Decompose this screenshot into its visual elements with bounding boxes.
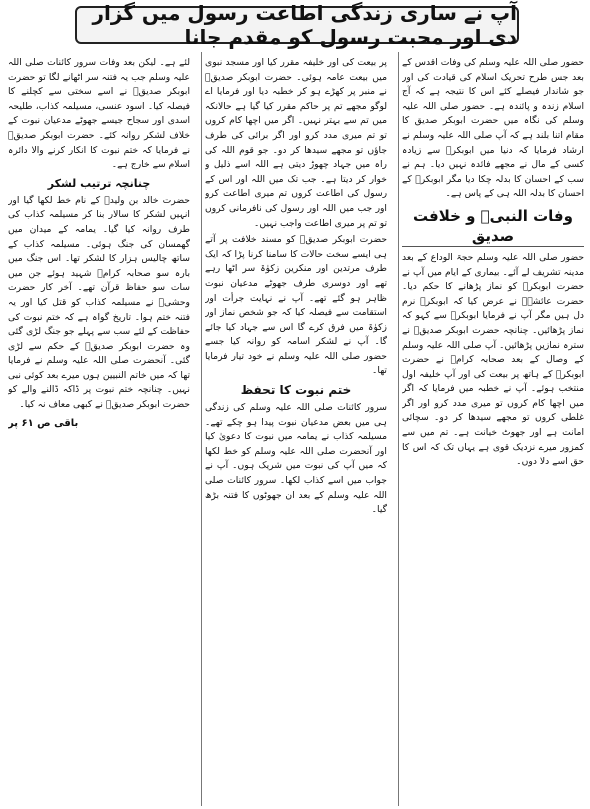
section-heading: وفات النبیؐ و خلافت صدیق xyxy=(402,206,584,247)
article-title: آپ نے ساری زندگی اطاعت رسول میں گزار دی اور محبت رسول کو مقدم جانا xyxy=(75,6,519,44)
section-heading: چنانچہ ترتیب لشکر xyxy=(47,176,151,190)
paragraph: لئے ہے۔ لیکن بعد وفات سرور کائنات صلی اللہ علیہ وسلم جب یہ فتنہ سر اٹھانے لگا تو حضرت ابوبکر صدیقؓ نے اسے سختی سے کچلنے کا فیصلہ کیا۔ اسود عنسی، مسیلمہ کذاب، طلیحہ اسدی اور سجاح جیسے جھوٹے مدعیان نبوت کے خلاف لشکر روانہ کئے۔ حضرت ابوبکر صدیقؓ نے فرمایا کہ ختم نبوت کا انکار کرنے والا دائرہ اسلام سے خارج ہے۔ xyxy=(8,57,190,171)
paragraph: پر بیعت کی اور خلیفہ مقرر کیا اور مسجد نبوی میں بیعت عامہ ہوئی۔ حضرت ابوبکر صدیقؓ نے منبر پر کھڑے ہو کر خطبہ دیا اور فرمایا اے لوگو مجھے تم پر حاکم مقرر کیا گیا ہے حالانکہ میں تم سے بہتر نہیں۔ اگر میں اچھا کام کروں تو تم میری مدد کرو اور اگر برائی کی طرف جاؤں تو مجھے سیدھا کر دو۔ جو قوم اللہ کی راہ میں جہاد چھوڑ دیتی ہے اللہ اسے ذلیل و خوار کر دیتا ہے۔ جب تک میں اللہ اور اس کے رسول کی اطاعت کروں تم میری اطاعت کرو اور جب میں اللہ اور رسول کی نافرمانی کروں تو تم پر میری اطاعت واجب نہیں۔ xyxy=(205,57,387,229)
section-heading: ختم نبوت کا تحفظ xyxy=(240,383,352,398)
column-divider xyxy=(201,52,202,806)
column-divider xyxy=(398,52,399,806)
paragraph: حضور صلی اللہ علیہ وسلم حجۃ الوداع کے بعد مدینہ تشریف لے آئے۔ بیماری کے ایام میں آپ نے حضرت ابوبکرؓ کو نماز پڑھانے کا حکم دیا۔ حضرت عائشہؓ نے عرض کیا کہ ابوبکرؓ نرم دل ہیں مگر آپ نے فرمایا ابوبکرؓ سے کہو کہ نماز پڑھائیں۔ چنانچہ حضرت ابوبکر صدیقؓ نے سترہ نمازیں پڑھائیں۔ آپ صلی اللہ علیہ وسلم کے وصال کے بعد صحابہ کرامؓ نے حضرت ابوبکرؓ کے ہاتھ پر بیعت کی اور آپ خلیفہ اول منتخب ہوئے۔ آپ نے خطبہ میں فرمایا کہ اگر میں اچھا کام کروں تو میری مدد کرو اور اگر غلطی کروں تو مجھے سیدھا کر دو۔ سچائی امانت ہے اور جھوٹ خیانت ہے۔ تم میں سے کمزور میرے نزدیک قوی ہے یہاں تک کہ اس کا حق اسے دلا دوں۔ xyxy=(402,251,584,468)
paragraph: حضرت خالد بن ولیدؓ کے نام خط لکھا گیا اور انہیں لشکر کا سالار بنا کر مسیلمہ کذاب کی طرف روانہ کیا گیا۔ یمامہ کے میدان میں گھمسان کی جنگ ہوئی۔ مسیلمہ کذاب کے ساتھ چالیس ہزار کا لشکر تھا۔ اس جنگ میں بارہ سو صحابہ کرامؓ شہید ہوئے جن میں سات سو حفاظ قرآن تھے۔ آخر کار حضرت وحشیؓ نے مسیلمہ کذاب کو قتل کیا اور یہ فتنہ ختم ہوا۔ تاریخ گواہ ہے کہ ختم نبوت کی حفاظت کے لئے سب سے پہلے جو جنگ لڑی گئی وہ حضرت ابوبکر صدیقؓ کے حکم سے لڑی گئی۔ آنحضرت صلی اللہ علیہ وسلم نے فرمایا تھا کہ میں خاتم النبیین ہوں میرے بعد کوئی نبی نہیں۔ چنانچہ ختم نبوت پر ڈاکہ ڈالنے والے کو حضرت ابوبکر صدیقؓ نے کبھی معاف نہ کیا۔ xyxy=(8,194,190,411)
continued-note: باقی ص ۶۱ پر xyxy=(8,417,79,429)
paragraph: حضور صلی اللہ علیہ وسلم کی وفات اقدس کے بعد جس طرح تحریک اسلام کی قیادت کی اور جو شاندار فیصلے کئے اس کا نتیجہ ہے کہ آج اسلام زندہ و پائندہ ہے۔ حضور صلی اللہ علیہ وسلم کی نگاہ میں حضرت ابوبکر صدیق کا مقام اتنا بلند ہے کہ آپ صلی اللہ علیہ وسلم نے ارشاد فرمایا کہ دنیا میں ابوبکرؓ سے زیادہ کسی کے مال نے مجھے فائدہ نہیں دیا۔ ہم نے سب کے احسان کا بدلہ چکا دیا مگر ابوبکرؓ کے احسان کا بدلہ اللہ ہی کے پاس ہے۔ xyxy=(402,57,584,200)
paragraph: سرور کائنات صلی اللہ علیہ وسلم کی زندگی ہی میں بعض مدعیان نبوت پیدا ہو چکے تھے۔ مسیلمہ کذاب نے یمامہ میں نبوت کا دعویٰ کیا اور آنحضرت صلی اللہ علیہ وسلم کو خط لکھا کہ میں آپ کی نبوت میں شریک ہوں۔ آپ نے جواب میں اسے کذاب لکھا۔ سرور کائنات صلی اللہ علیہ وسلم کے بعد ان جھوٹوں کا فتنہ بڑھ گیا۔ xyxy=(205,402,387,516)
column-middle xyxy=(205,56,387,804)
paragraph: حضرت ابوبکر صدیقؓ کو مسند خلافت پر آتے ہی ایسے سخت حالات کا سامنا کرنا پڑا کہ ایک طرف مرتدین اور منکرین زکوٰۃ سر اٹھا رہے تھے اور دوسری طرف جھوٹے مدعیان نبوت ظاہر ہو گئے تھے۔ آپ نے نہایت جرأت اور استقامت سے فیصلہ کیا کہ جو شخص نماز اور زکوٰۃ میں فرق کرے گا اس سے جہاد کیا جائے گا۔ آپ نے لشکر اسامہ کو روانہ کیا جسے حضور صلی اللہ علیہ وسلم نے خود تیار فرمایا تھا۔ xyxy=(205,234,387,377)
column-left xyxy=(8,56,190,804)
column-right xyxy=(402,56,584,804)
